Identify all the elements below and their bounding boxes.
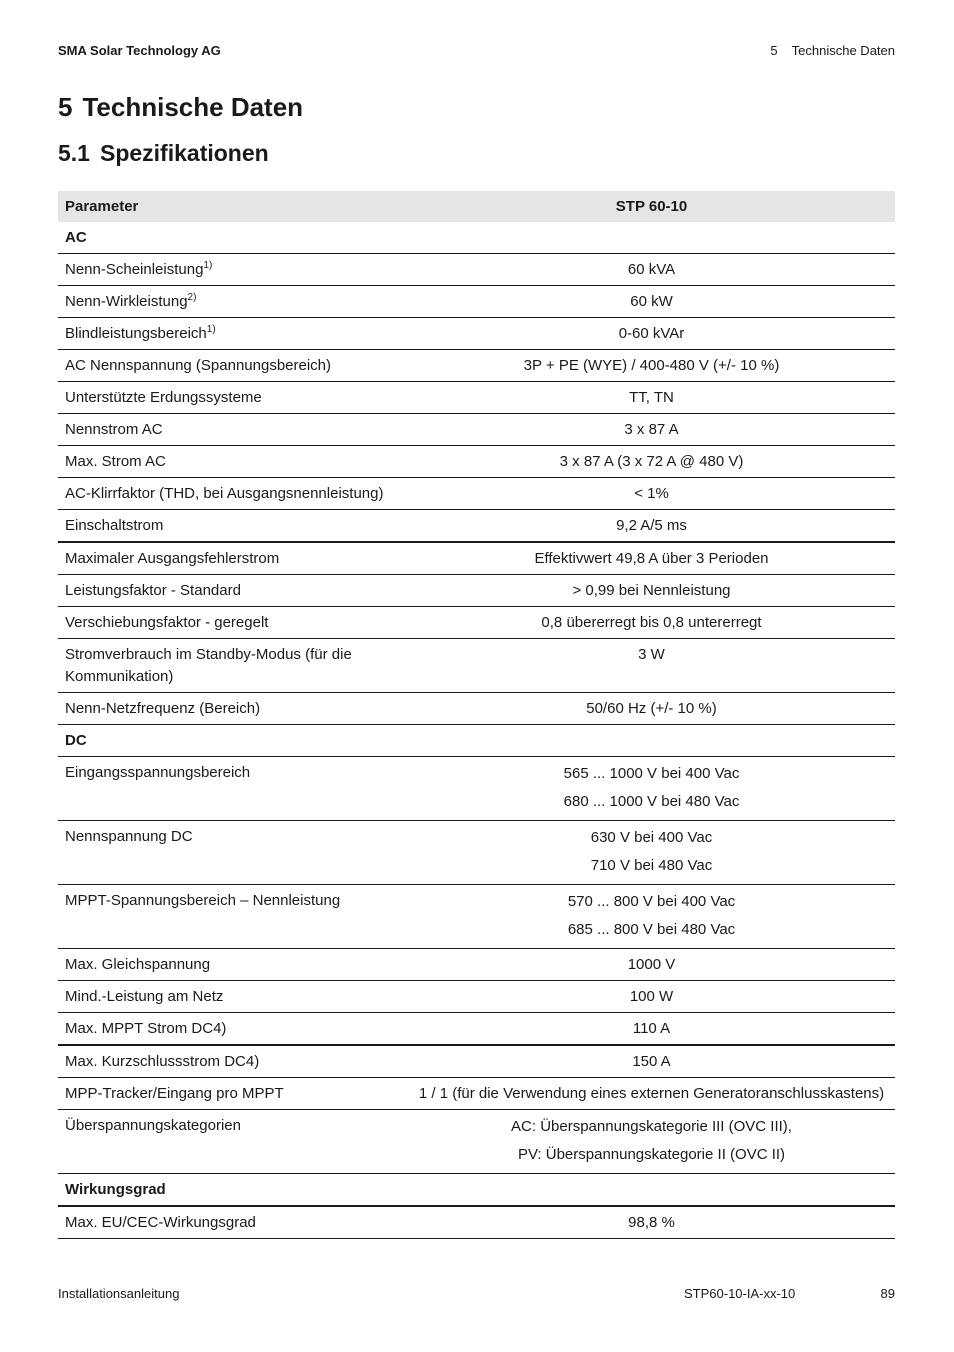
value-text: 630 V bei 400 Vac xyxy=(590,829,713,846)
table-row xyxy=(58,542,895,575)
table-row xyxy=(58,254,895,286)
table-row xyxy=(58,949,895,981)
parameter-label: Eingangsspannungsbereich xyxy=(65,764,251,781)
parameter-label: Max. Strom AC xyxy=(65,453,166,470)
parameter-cell xyxy=(58,639,408,693)
parameter-cell xyxy=(58,949,408,981)
table-row xyxy=(58,1110,895,1174)
parameter-cell xyxy=(58,1045,408,1078)
parameter-cell xyxy=(58,885,408,949)
parameter-cell xyxy=(58,1013,408,1046)
parameter-cell xyxy=(58,981,408,1013)
table-row xyxy=(58,478,895,510)
table-row xyxy=(58,1078,895,1110)
value-text: PV: Überspannungskategorie II (OVC II) xyxy=(517,1146,786,1163)
header-chapter-number: 5 xyxy=(770,43,778,58)
parameter-cell xyxy=(58,382,408,414)
table-row xyxy=(58,821,895,885)
parameter-cell xyxy=(58,607,408,639)
value-text: < 1% xyxy=(634,485,669,502)
footnote-marker: 1) xyxy=(203,260,213,271)
parameter-label: Nennspannung DC xyxy=(65,828,193,845)
value-cell xyxy=(408,639,895,693)
value-cell xyxy=(408,575,895,607)
table-row xyxy=(58,318,895,350)
parameter-label: Nenn-Scheinleistung xyxy=(65,261,204,278)
parameter-cell xyxy=(58,318,408,350)
parameter-label: Max. EU/CEC-Wirkungsgrad xyxy=(65,1214,256,1231)
value-cell xyxy=(408,1206,895,1239)
section-row-ac xyxy=(58,222,895,254)
table-row xyxy=(58,981,895,1013)
value-text: 0-60 kVAr xyxy=(618,325,685,342)
value-text: 60 kVA xyxy=(627,261,676,278)
table-row xyxy=(58,286,895,318)
spec-table-body xyxy=(58,222,895,1239)
value-cell xyxy=(408,949,895,981)
value-text: 1000 V xyxy=(627,956,676,973)
parameter-label: Verschiebungsfaktor - geregelt xyxy=(65,614,269,631)
page-title-number: 5 xyxy=(58,92,73,122)
value-cell xyxy=(408,382,895,414)
value-cell xyxy=(408,286,895,318)
section-title-number: 5.1 xyxy=(58,140,90,166)
column-header-parameter: Parameter xyxy=(58,191,408,222)
parameter-label: Max. Kurzschlussstrom DC4) xyxy=(65,1053,260,1070)
value-cell xyxy=(408,350,895,382)
parameter-label: Überspannungskategorien xyxy=(65,1117,241,1134)
spec-table xyxy=(58,191,895,1239)
table-row xyxy=(58,693,895,725)
table-row xyxy=(58,1206,895,1239)
table-row xyxy=(58,510,895,543)
value-cell xyxy=(408,821,895,885)
parameter-cell xyxy=(58,510,408,543)
page-title-text: Technische Daten xyxy=(82,92,304,122)
table-header-row xyxy=(58,191,895,222)
table-row xyxy=(58,350,895,382)
value-cell xyxy=(408,318,895,350)
value-cell xyxy=(408,1110,895,1174)
value-text: 570 ... 800 V bei 400 Vac xyxy=(567,893,736,910)
footnote-marker: 1) xyxy=(206,324,216,335)
parameter-label: Mind.-Leistung am Netz xyxy=(65,988,224,1005)
header-chapter xyxy=(770,43,895,58)
parameter-label: MPP-Tracker/Eingang pro MPPT xyxy=(65,1085,284,1102)
parameter-cell xyxy=(58,757,408,821)
value-cell xyxy=(408,607,895,639)
table-row xyxy=(58,575,895,607)
value-cell xyxy=(408,542,895,575)
parameter-cell xyxy=(58,1206,408,1239)
parameter-label: AC Nennspannung (Spannungsbereich) xyxy=(65,357,332,374)
value-text: 110 A xyxy=(632,1020,671,1037)
parameter-cell xyxy=(58,1078,408,1110)
table-row xyxy=(58,414,895,446)
parameter-label: Einschaltstrom xyxy=(65,517,164,534)
parameter-cell xyxy=(58,286,408,318)
value-text: 60 kW xyxy=(630,293,673,310)
parameter-label: AC-Klirrfaktor (THD, bei Ausgangsnennleistung) xyxy=(65,485,384,502)
section-row-eff xyxy=(58,1174,895,1207)
value-text: TT, TN xyxy=(629,389,674,406)
parameter-cell xyxy=(58,350,408,382)
value-text: 1 / 1 (für die Verwendung eines externen Generatoranschlusskastens) xyxy=(418,1085,885,1102)
section-row-dc xyxy=(58,725,895,757)
value-text: 100 W xyxy=(629,988,674,1005)
parameter-cell xyxy=(58,446,408,478)
value-text: AC: Überspannungskategorie III (OVC III), xyxy=(511,1118,792,1135)
column-header-value: STP 60-10 xyxy=(408,191,895,222)
value-cell xyxy=(408,693,895,725)
table-row xyxy=(58,446,895,478)
value-cell xyxy=(408,885,895,949)
parameter-label: Nenn-Netzfrequenz (Bereich) xyxy=(65,700,261,717)
parameter-label: Leistungsfaktor - Standard xyxy=(65,582,241,599)
value-text: 150 A xyxy=(632,1053,671,1070)
section-title-text: Spezifikationen xyxy=(99,140,269,166)
footer-doc-id: STP60-10-IA-xx-10 xyxy=(684,1286,796,1301)
parameter-cell xyxy=(58,693,408,725)
value-text: 685 ... 800 V bei 480 Vac xyxy=(567,921,736,938)
parameter-cell xyxy=(58,542,408,575)
footer-page-number: 89 xyxy=(880,1286,895,1301)
parameter-label: Maximaler Ausgangsfehlerstrom xyxy=(65,550,280,567)
table-row xyxy=(58,639,895,693)
table-row xyxy=(58,1013,895,1046)
parameter-label: MPPT-Spannungsbereich – Nennleistung xyxy=(65,892,341,909)
parameter-label: Nenn-Wirkleistung xyxy=(65,293,188,310)
value-text: Effektivwert 49,8 A über 3 Perioden xyxy=(534,550,769,567)
parameter-cell xyxy=(58,254,408,286)
value-text: 9,2 A/5 ms xyxy=(616,517,687,534)
value-text: 680 ... 1000 V bei 480 Vac xyxy=(563,793,740,810)
parameter-cell xyxy=(58,575,408,607)
parameter-label: Unterstützte Erdungssysteme xyxy=(65,389,262,406)
table-row xyxy=(58,607,895,639)
parameter-cell xyxy=(58,478,408,510)
section-label: Wirkungsgrad xyxy=(65,1181,166,1198)
section-label: AC xyxy=(65,229,87,246)
value-text: 3 x 87 A xyxy=(624,421,679,438)
parameter-cell xyxy=(58,821,408,885)
parameter-label: Stromverbrauch im Standby-Modus (für die Kommunikation) xyxy=(65,646,352,685)
parameter-label: Max. Gleichspannung xyxy=(65,956,211,973)
value-cell xyxy=(408,1013,895,1046)
value-text: 3 W xyxy=(638,646,665,663)
table-row xyxy=(58,1045,895,1078)
footer-doc-type: Installationsanleitung xyxy=(58,1286,180,1301)
parameter-label: Max. MPPT Strom DC4) xyxy=(65,1020,227,1037)
footnote-marker: 2) xyxy=(187,292,197,303)
value-text: 98,8 % xyxy=(628,1214,675,1231)
parameter-label: Blindleistungsbereich xyxy=(65,325,207,342)
section-title xyxy=(58,140,269,167)
value-text: 3 x 87 A (3 x 72 A @ 480 V) xyxy=(559,453,744,470)
header-company: SMA Solar Technology AG xyxy=(58,43,221,58)
parameter-cell xyxy=(58,414,408,446)
value-cell xyxy=(408,446,895,478)
value-text: 0,8 übererregt bis 0,8 untererregt xyxy=(541,614,762,631)
table-row xyxy=(58,885,895,949)
value-cell xyxy=(408,1078,895,1110)
value-text: 50/60 Hz (+/- 10 %) xyxy=(586,700,717,717)
page-title xyxy=(58,92,303,123)
section-label: DC xyxy=(65,732,87,749)
value-cell xyxy=(408,1045,895,1078)
parameter-label: Nennstrom AC xyxy=(65,421,163,438)
value-cell xyxy=(408,414,895,446)
table-row xyxy=(58,757,895,821)
value-text: 3P + PE (WYE) / 400-480 V (+/- 10 %) xyxy=(523,357,780,374)
value-cell xyxy=(408,981,895,1013)
header-chapter-title: Technische Daten xyxy=(791,43,895,58)
table-row xyxy=(58,382,895,414)
value-text: 710 V bei 480 Vac xyxy=(590,857,713,874)
value-cell xyxy=(408,254,895,286)
value-cell xyxy=(408,510,895,543)
value-cell xyxy=(408,757,895,821)
value-cell xyxy=(408,478,895,510)
value-text: 565 ... 1000 V bei 400 Vac xyxy=(563,765,740,782)
parameter-cell xyxy=(58,1110,408,1174)
value-text: > 0,99 bei Nennleistung xyxy=(572,582,731,599)
